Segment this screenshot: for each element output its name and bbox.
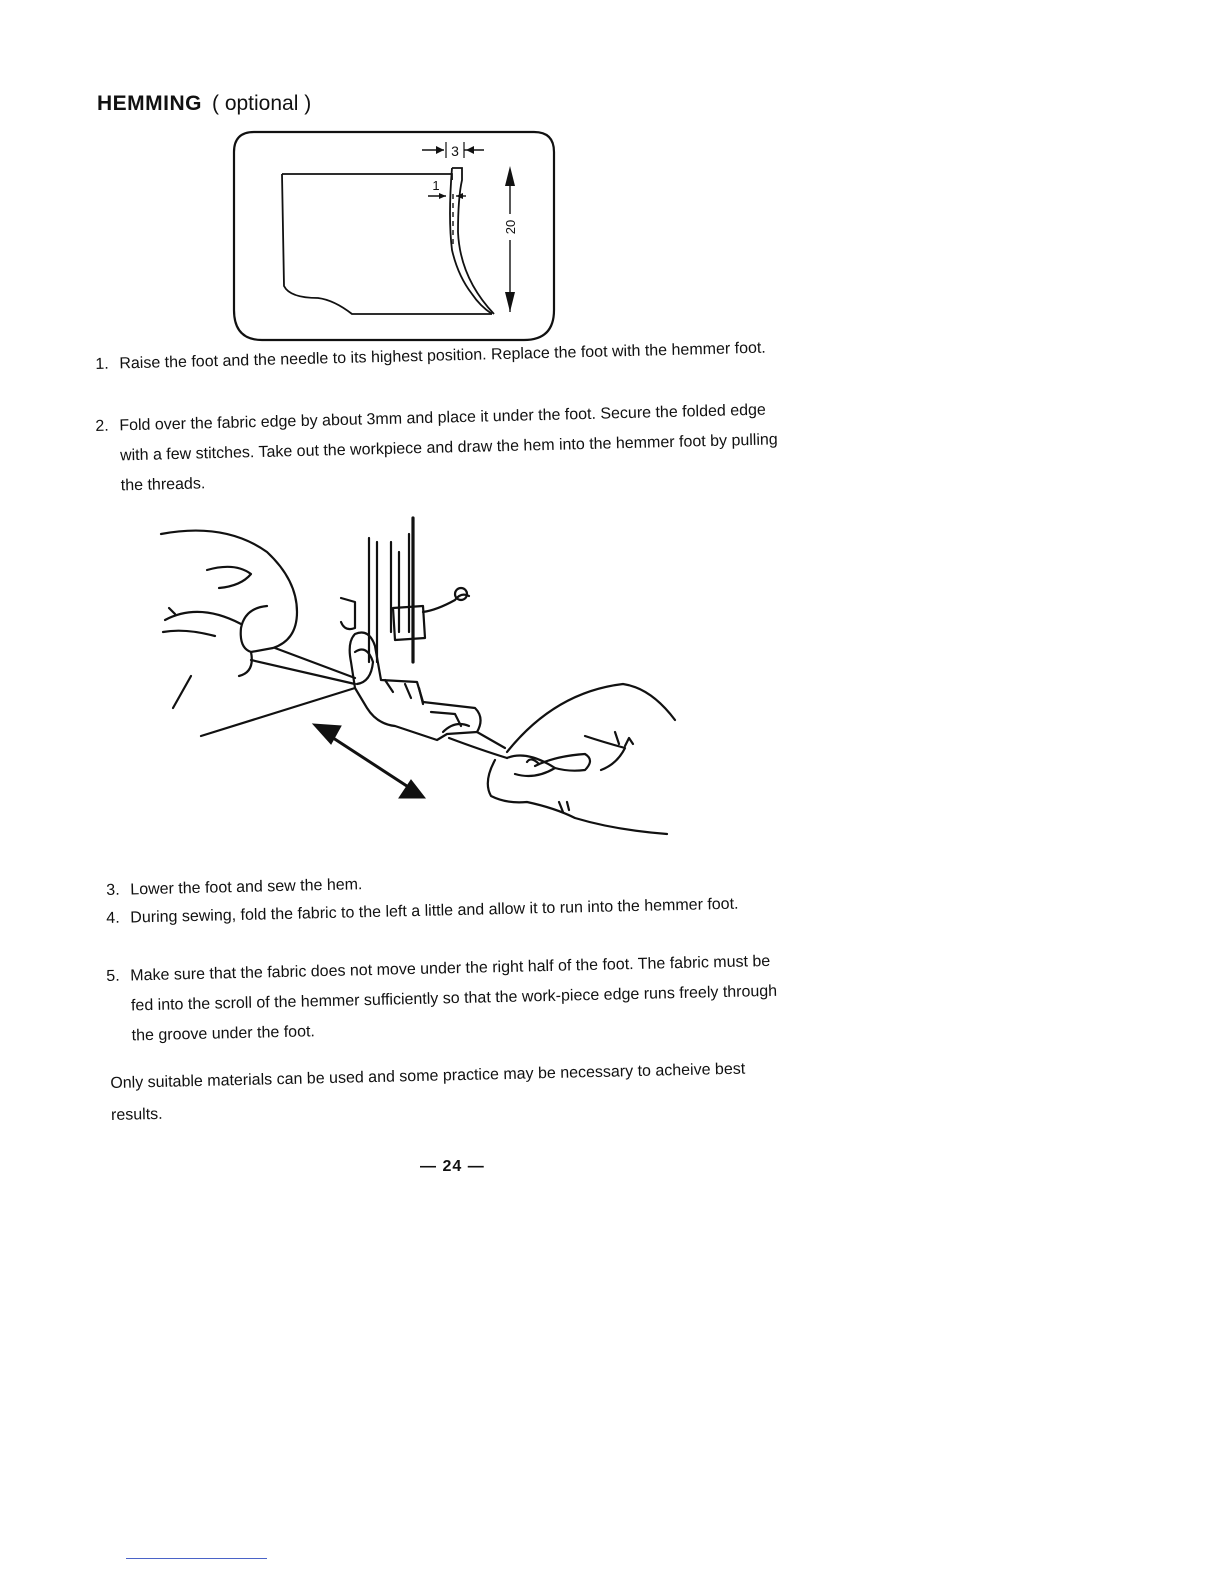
step-number: 3. (106, 881, 120, 899)
title-text: HEMMING (97, 92, 202, 115)
hemming-illustration (155, 512, 677, 850)
hem-dimension-diagram (226, 128, 560, 344)
needle-bar (369, 534, 409, 662)
dim-1-label: 1 (432, 178, 440, 193)
section-title (97, 92, 311, 116)
step-number: 2. (95, 417, 109, 435)
step-number: 5. (106, 967, 120, 985)
dim-20-label: 20 (503, 219, 518, 235)
step-text: Fold over the fabric edge by about 3mm and place it under the foot. Secure the folded edge with a few stitches. Take out the workpiece and draw the hem into the hemmer foot by pulling the threads. (119, 401, 778, 495)
step-number: 4. (106, 909, 120, 927)
folded-hem (450, 168, 494, 314)
note-paragraph: Only suitable materials can be used and some practice may be necessary to acheive best results. (110, 1060, 746, 1124)
step-text: Make sure that the fabric does not move under the right half of the foot. The fabric must be fed into the scroll of the hemmer sufficiently so that the work-piece edge runs freely through the groove under the foot. (130, 952, 778, 1045)
footer-rule (126, 1558, 267, 1559)
step-text: Raise the foot and the needle to its highest position. Replace the foot with the hemmer foot. (119, 339, 766, 373)
step-5 (106, 946, 798, 1052)
page-number: — 24 — (420, 1158, 485, 1175)
direction-arrow (313, 724, 425, 798)
right-hand (443, 724, 507, 758)
left-hand (161, 531, 297, 652)
step-2 (95, 395, 787, 502)
step-text: Lower the foot and sew the hem. (130, 876, 363, 899)
step-number: 1. (95, 355, 109, 373)
step-text: During sewing, fold the fabric to the left a little and allow it to run into the hemmer foot. (130, 895, 739, 927)
fabric-strip (201, 648, 355, 736)
title-subtitle: ( optional ) (212, 92, 312, 115)
dim-3-label: 3 (451, 143, 459, 159)
